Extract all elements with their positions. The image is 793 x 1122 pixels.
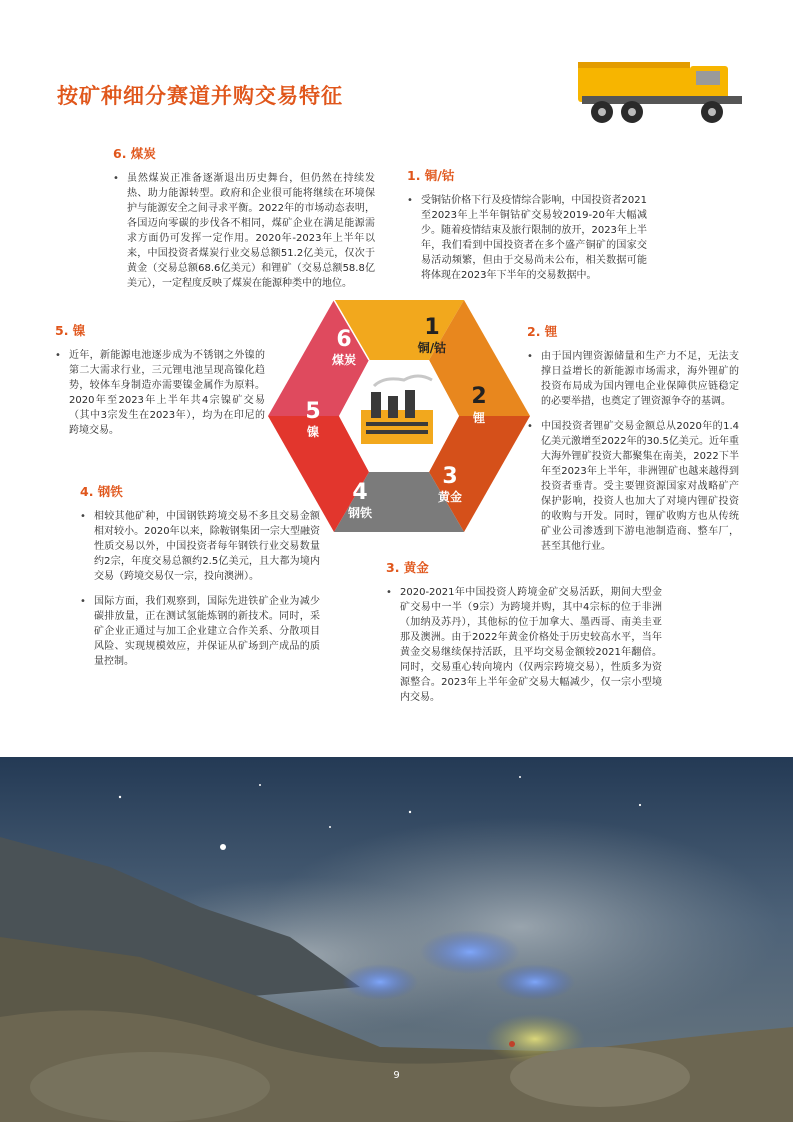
- section-lithium: [527, 324, 739, 564]
- hex-num-5: 5: [305, 399, 321, 424]
- bullet-item: • 2020-2021年中国投资人跨境金矿交易活跃，期间大型金矿交易中一半（9宗）为跨境并购，其中4宗标的位于非洲（加纳及苏丹），其他标的位于加拿大、墨西哥、南美圭亚那及澳洲。由于2022年黄金价格处于历史较高水平，当年黄金交易继续保持活跃，且平均交易金额较2021年翻倍。同时，交易重心转向境内（仅两宗跨境交易），性质多为资源整合。2023年上半年金矿交易大幅减少，仅一宗小型境内交易。: [400, 585, 662, 705]
- bullet-item: • 相较其他矿种，中国钢铁跨境交易不多且交易金额相对较小。2020年以来，除鞍钢集团一宗大型融资性质交易以外，中国投资者每年钢铁行业交易数量约2宗，年度交易总额约2.5亿美元，且大都为境内交易（跨境交易仅一宗，投向澳洲）。: [94, 509, 320, 584]
- volcano-night-photo: [0, 757, 793, 1122]
- hex-label-4: 钢铁: [347, 506, 373, 520]
- page-title: 按矿种细分赛道并购交易特征: [57, 84, 343, 108]
- section-heading: 1. 铜/钴: [407, 168, 455, 183]
- hex-label-2: 锂: [472, 411, 486, 425]
- section-heading: 6. 煤炭: [113, 146, 156, 161]
- section-gold: [386, 560, 662, 715]
- hex-label-5: 镍: [306, 425, 320, 439]
- section-coal: [113, 146, 375, 301]
- hex-num-1: 1: [424, 315, 440, 340]
- mineral-hexagon-diagram: [268, 300, 530, 532]
- hex-num-6: 6: [336, 327, 352, 352]
- bullet-item: • 中国投资者锂矿交易金额总从2020年的1.4亿美元激增至2022年的30.5亿美元。近年重大海外锂矿投资大都聚集在南美，2022下半年至2023年上半年，非洲锂矿也越来越得到投资者垂青。受主要锂资源国家对战略矿产保护影响，投资人也加大了对境内锂矿投资的收购与开发。同时，锂矿收购方也从传统矿业公司渗透到下游电池制造商、整车厂，甚至其他行业。: [541, 419, 739, 554]
- section-copper-cobalt: [407, 168, 647, 293]
- hex-num-4: 4: [352, 480, 368, 505]
- bullet-item: • 国际方面，我们观察到，国际先进铁矿企业为减少碳排放量，正在测试氢能炼钢的新技术。同时，采矿企业正通过与加工企业建立合作关系、分散项目风险、实现规模效应，并保证从矿场到产成品的质量控制。: [94, 594, 320, 669]
- section-nickel: [55, 323, 265, 448]
- hex-label-3: 黄金: [437, 490, 463, 504]
- bullet-item: • 近年，新能源电池逐步成为不锈钢之外镍的第二大需求行业，三元锂电池呈现高镍化趋势，较体车身制造亦需要镍金属作为原料。2020年至2023年上半年共4宗镍矿交易（其中3宗发生在2023年），均为在印尼的跨境交易。: [69, 348, 265, 438]
- section-heading: 2. 锂: [527, 324, 558, 339]
- section-heading: 3. 黄金: [386, 560, 429, 575]
- hex-label-1: 铜/钴: [417, 341, 447, 355]
- section-heading: 5. 镍: [55, 323, 86, 338]
- bullet-item: • 由于国内锂资源储量和生产力不足，无法支撑日益增长的新能源市场需求，海外锂矿的投资布局成为国内锂电企业保障供应链稳定的必要举措，也奠定了锂资源争夺的基调。: [541, 349, 739, 409]
- hex-label-6: 煤炭: [331, 353, 357, 367]
- section-heading: 4. 钢铁: [80, 484, 123, 499]
- hex-num-2: 2: [471, 384, 487, 409]
- bullet-item: • 受铜钴价格下行及疫情综合影响，中国投资者2021至2023年上半年铜钴矿交易较2019-20年大幅减少。随着疫情结束及旅行限制的放开，2023年上半年，我们看到中国投资者在多个盛产铜矿的国家交易活动频繁，但由于交易尚未公布，相关数据可能将体现在2023年下半年的交易数据中。: [421, 193, 647, 283]
- dump-truck-icon: [574, 52, 746, 128]
- bullet-item: • 虽然煤炭正准备逐渐退出历史舞台，但仍然在持续发热、助力能源转型。政府和企业很可能将继续在环境保护与能源安全之间寻求平衡。2022年的市场动态表明，各国迈向零碳的步伐各不相同，煤矿企业在满足能源需求方面仍可发挥一定作用。2020年-2023年上半年以来，中国投资者煤炭行业交易总额51.2亿美元，仅次于黄金（交易总额68.6亿美元）和锂矿（交易总额58.8亿美元），一定程度反映了煤炭在能源种类中的地位。: [127, 171, 375, 291]
- hex-num-3: 3: [442, 464, 458, 489]
- page-number: 9: [393, 1070, 400, 1081]
